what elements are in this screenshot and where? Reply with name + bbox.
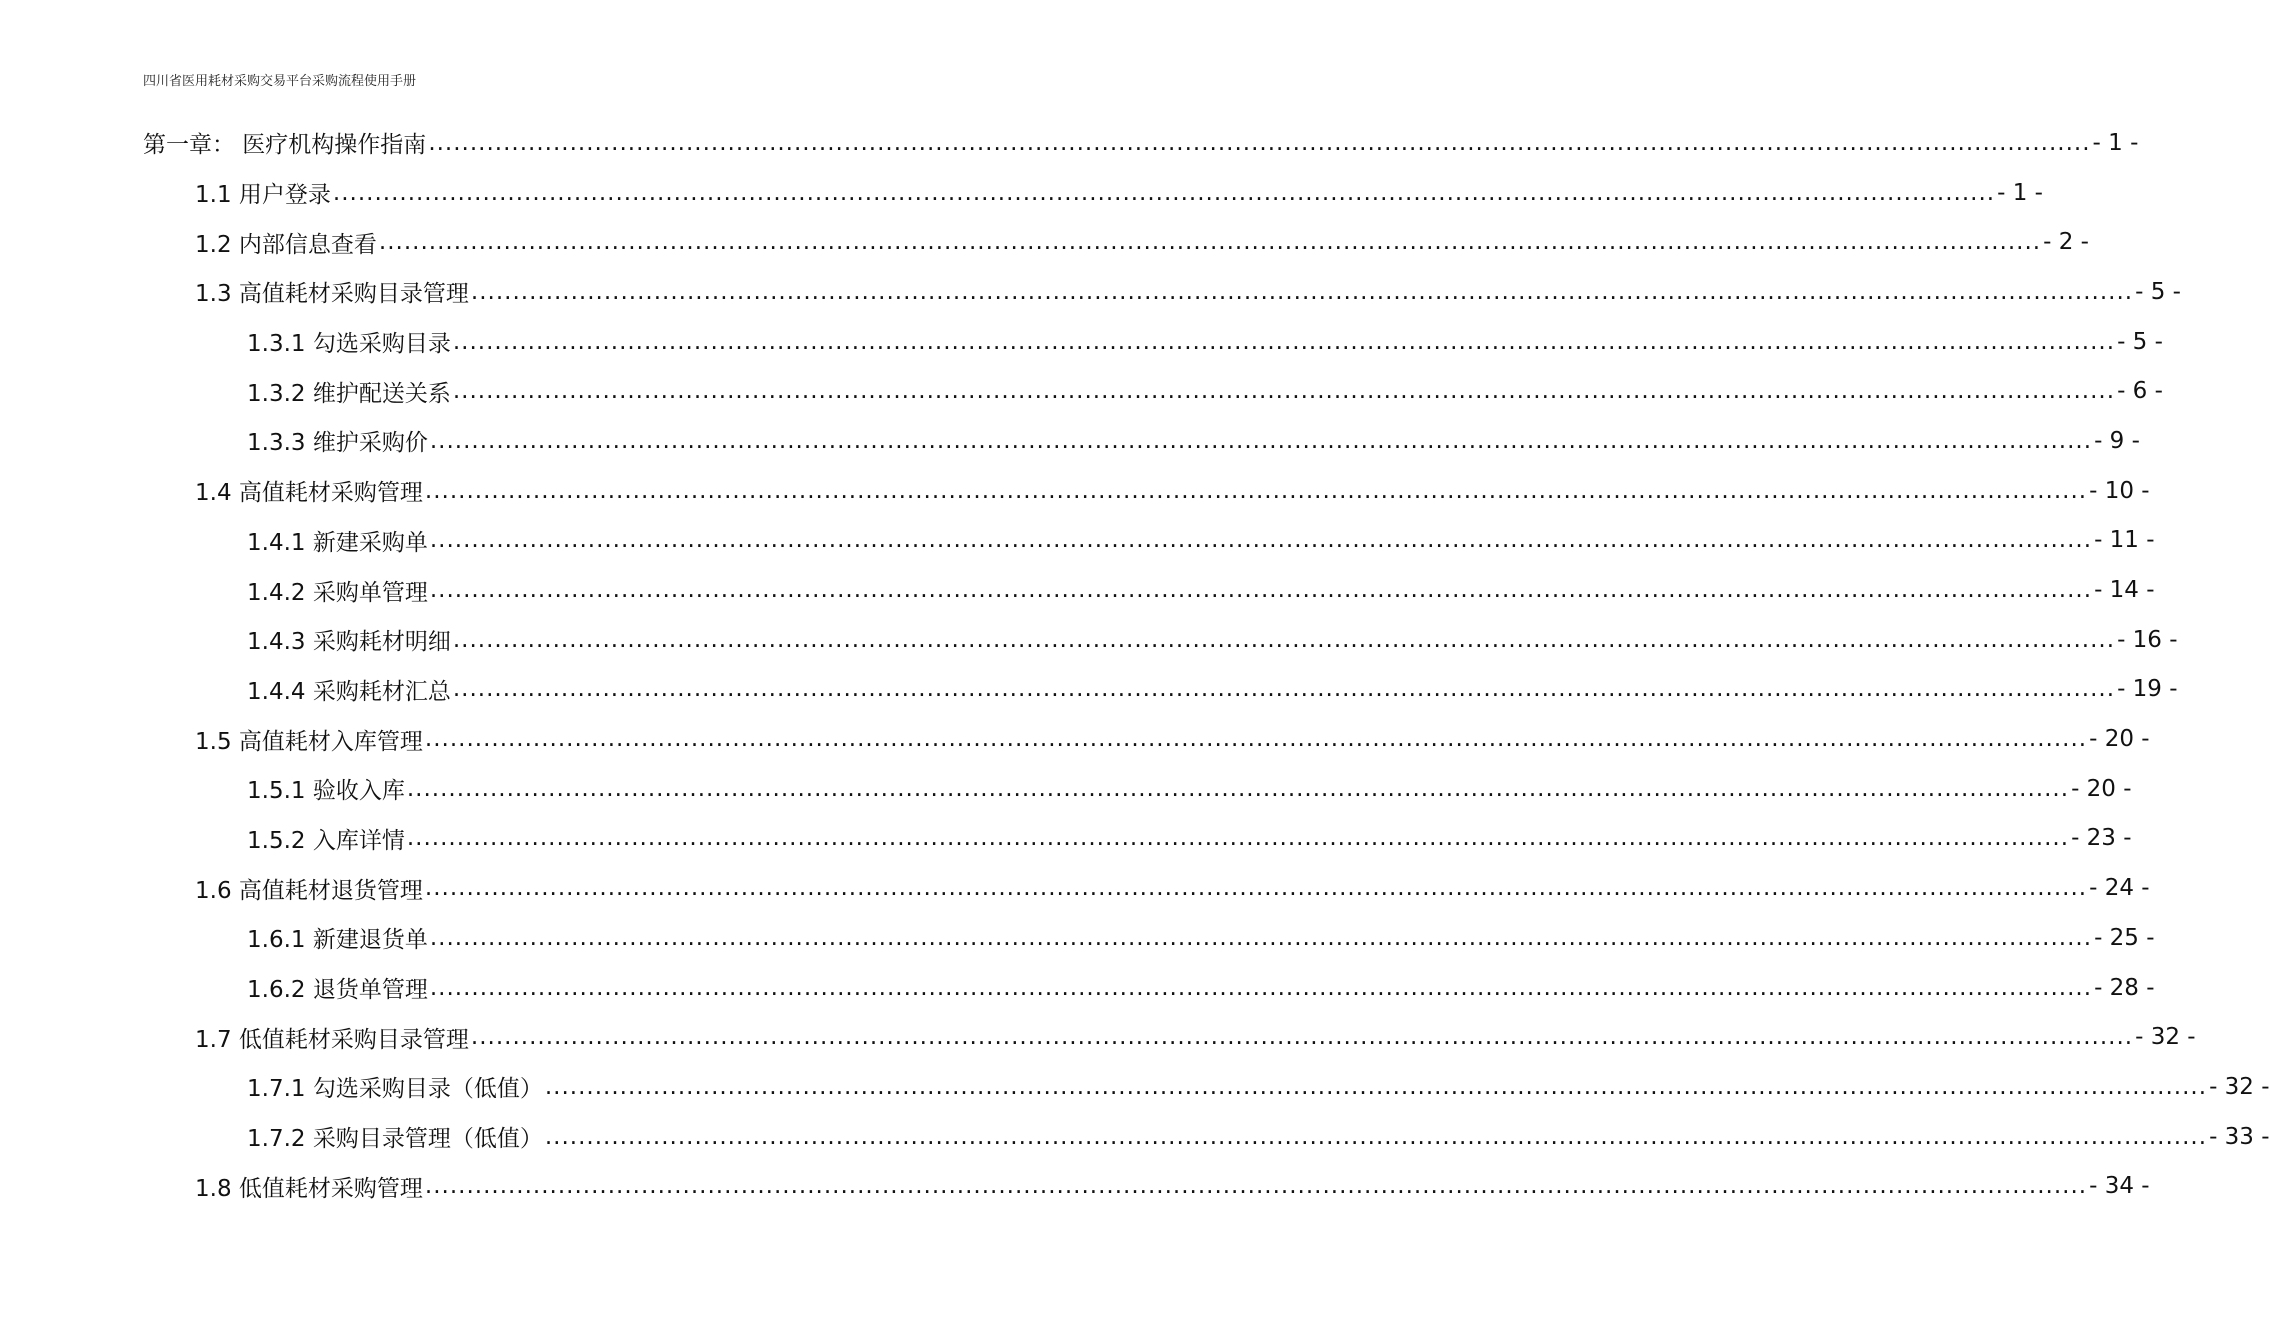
toc-entry[interactable] [0, 168, 2043, 218]
toc-entry-page-number: - 16 - [2117, 626, 2178, 653]
toc-entry-title: 1.3.3 维护采购价 [247, 430, 428, 457]
toc-entry-page-number: - 2 - [2043, 229, 2089, 256]
toc-entry-title: 第一章： 医疗机构操作指南 [143, 132, 427, 159]
toc-entry-title: 1.6.2 退货单管理 [247, 977, 428, 1004]
toc-dot-leader: ........................................................................................................................................................................................................ [452, 328, 2116, 355]
toc-entry[interactable] [0, 814, 2132, 864]
toc-entry-page-number: - 9 - [2094, 427, 2140, 454]
toc-entry-page-number: - 28 - [2094, 974, 2155, 1001]
toc-dot-leader: ........................................................................................................................................................................................................ [429, 974, 2093, 1001]
toc-dot-leader: ........................................................................................................................................................................................................ [424, 726, 2088, 753]
toc-entry-page-number: - 24 - [2089, 875, 2150, 902]
toc-entry-page-number: - 5 - [2117, 328, 2163, 355]
toc-entry-title: 1.7.2 采购目录管理（低值） [247, 1126, 543, 1153]
toc-dot-leader: ........................................................................................................................................................................................................ [406, 825, 2070, 852]
toc-dot-leader: ........................................................................................................................................................................................................ [424, 875, 2088, 902]
toc-entry[interactable] [0, 267, 2181, 317]
toc-entry[interactable] [0, 466, 2150, 516]
toc-entry-title: 1.3.2 维护配送关系 [247, 380, 451, 407]
toc-entry-page-number: - 5 - [2135, 278, 2181, 305]
toc-entry-page-number: - 11 - [2094, 527, 2155, 554]
toc-dot-leader: ........................................................................................................................................................................................................ [452, 378, 2116, 405]
toc-entry-page-number: - 1 - [1997, 179, 2043, 206]
toc-entry-title: 1.7 低值耗材采购目录管理 [195, 1026, 469, 1053]
toc-dot-leader: ........................................................................................................................................................................................................ [544, 1123, 2208, 1150]
toc-dot-leader: ........................................................................................................................................................................................................ [429, 527, 2093, 554]
toc-entry-title: 1.7.1 勾选采购目录（低值） [247, 1076, 543, 1103]
toc-entry[interactable] [0, 615, 2178, 665]
toc-entry[interactable] [0, 714, 2150, 764]
toc-entry-title: 1.5 高值耗材入库管理 [195, 728, 423, 755]
toc-dot-leader: ........................................................................................................................................................................................................ [428, 129, 2091, 156]
toc-entry-page-number: - 6 - [2117, 378, 2163, 405]
toc-entry[interactable] [0, 963, 2155, 1013]
toc-entry-page-number: - 20 - [2071, 775, 2132, 802]
toc-entry-title: 1.4.1 新建采购单 [247, 529, 428, 556]
toc-entry-page-number: - 32 - [2135, 1024, 2196, 1051]
toc-entry[interactable] [0, 1112, 2270, 1162]
toc-dot-leader: ........................................................................................................................................................................................................ [452, 676, 2116, 703]
toc-entry-title: 1.2 内部信息查看 [195, 231, 377, 258]
toc-entry-page-number: - 25 - [2094, 924, 2155, 951]
toc-entry-page-number: - 33 - [2209, 1123, 2270, 1150]
toc-entry-page-number: - 1 - [2092, 129, 2139, 156]
toc-entry-title: 1.3 高值耗材采购目录管理 [195, 281, 469, 308]
toc-entry[interactable] [0, 565, 2155, 615]
toc-entry-page-number: - 19 - [2117, 676, 2178, 703]
toc-dot-leader: ........................................................................................................................................................................................................ [429, 577, 2093, 604]
toc-entry-page-number: - 20 - [2089, 726, 2150, 753]
page-header: 四川省医用耗材采购交易平台采购流程使用手册 [143, 74, 417, 89]
toc-entry-title: 1.1 用户登录 [195, 182, 331, 209]
toc-entry-page-number: - 10 - [2089, 477, 2150, 504]
toc-dot-leader: ........................................................................................................................................................................................................ [406, 775, 2070, 802]
toc-entry[interactable] [0, 317, 2163, 367]
toc-entry[interactable] [0, 516, 2155, 566]
toc-entry-page-number: - 23 - [2071, 825, 2132, 852]
toc-entry-title: 1.4.3 采购耗材明细 [247, 629, 451, 656]
toc-entry[interactable] [0, 416, 2140, 466]
toc-dot-leader: ........................................................................................................................................................................................................ [429, 924, 2093, 951]
toc-entry-title: 1.6 高值耗材退货管理 [195, 877, 423, 904]
toc-dot-leader: ........................................................................................................................................................................................................ [470, 1024, 2134, 1051]
toc-entry[interactable] [0, 366, 2163, 416]
toc-entry-title: 1.6.1 新建退货单 [247, 927, 428, 954]
toc-entry[interactable] [0, 764, 2132, 814]
toc-entry-title: 1.3.1 勾选采购目录 [247, 331, 451, 358]
toc-entry-page-number: - 32 - [2209, 1073, 2270, 1100]
toc-entry-page-number: - 34 - [2089, 1173, 2150, 1200]
toc-dot-leader: ........................................................................................................................................................................................................ [470, 278, 2134, 305]
toc-dot-leader: ........................................................................................................................................................................................................ [452, 626, 2116, 653]
toc-dot-leader: ........................................................................................................................................................................................................ [424, 1173, 2088, 1200]
toc-entry[interactable] [0, 665, 2178, 715]
toc-entry-title: 1.4 高值耗材采购管理 [195, 480, 423, 507]
toc-entry[interactable] [0, 1062, 2270, 1112]
toc-entry[interactable] [0, 913, 2155, 963]
toc-entry[interactable] [0, 1012, 2196, 1062]
toc-entry[interactable] [0, 118, 2139, 168]
toc-entry-title: 1.8 低值耗材采购管理 [195, 1175, 423, 1202]
toc-entry-title: 1.4.2 采购单管理 [247, 579, 428, 606]
toc-dot-leader: ........................................................................................................................................................................................................ [332, 179, 1996, 206]
table-of-contents [0, 118, 2270, 1211]
toc-dot-leader: ........................................................................................................................................................................................................ [378, 229, 2042, 256]
toc-entry-title: 1.5.1 验收入库 [247, 778, 405, 805]
toc-dot-leader: ........................................................................................................................................................................................................ [424, 477, 2088, 504]
toc-entry[interactable] [0, 863, 2150, 913]
toc-entry-title: 1.4.4 采购耗材汇总 [247, 678, 451, 705]
toc-entry-page-number: - 14 - [2094, 577, 2155, 604]
toc-entry-title: 1.5.2 入库详情 [247, 827, 405, 854]
toc-dot-leader: ........................................................................................................................................................................................................ [429, 427, 2093, 454]
toc-dot-leader: ........................................................................................................................................................................................................ [544, 1073, 2208, 1100]
toc-entry[interactable] [0, 1161, 2150, 1211]
toc-entry[interactable] [0, 217, 2089, 267]
